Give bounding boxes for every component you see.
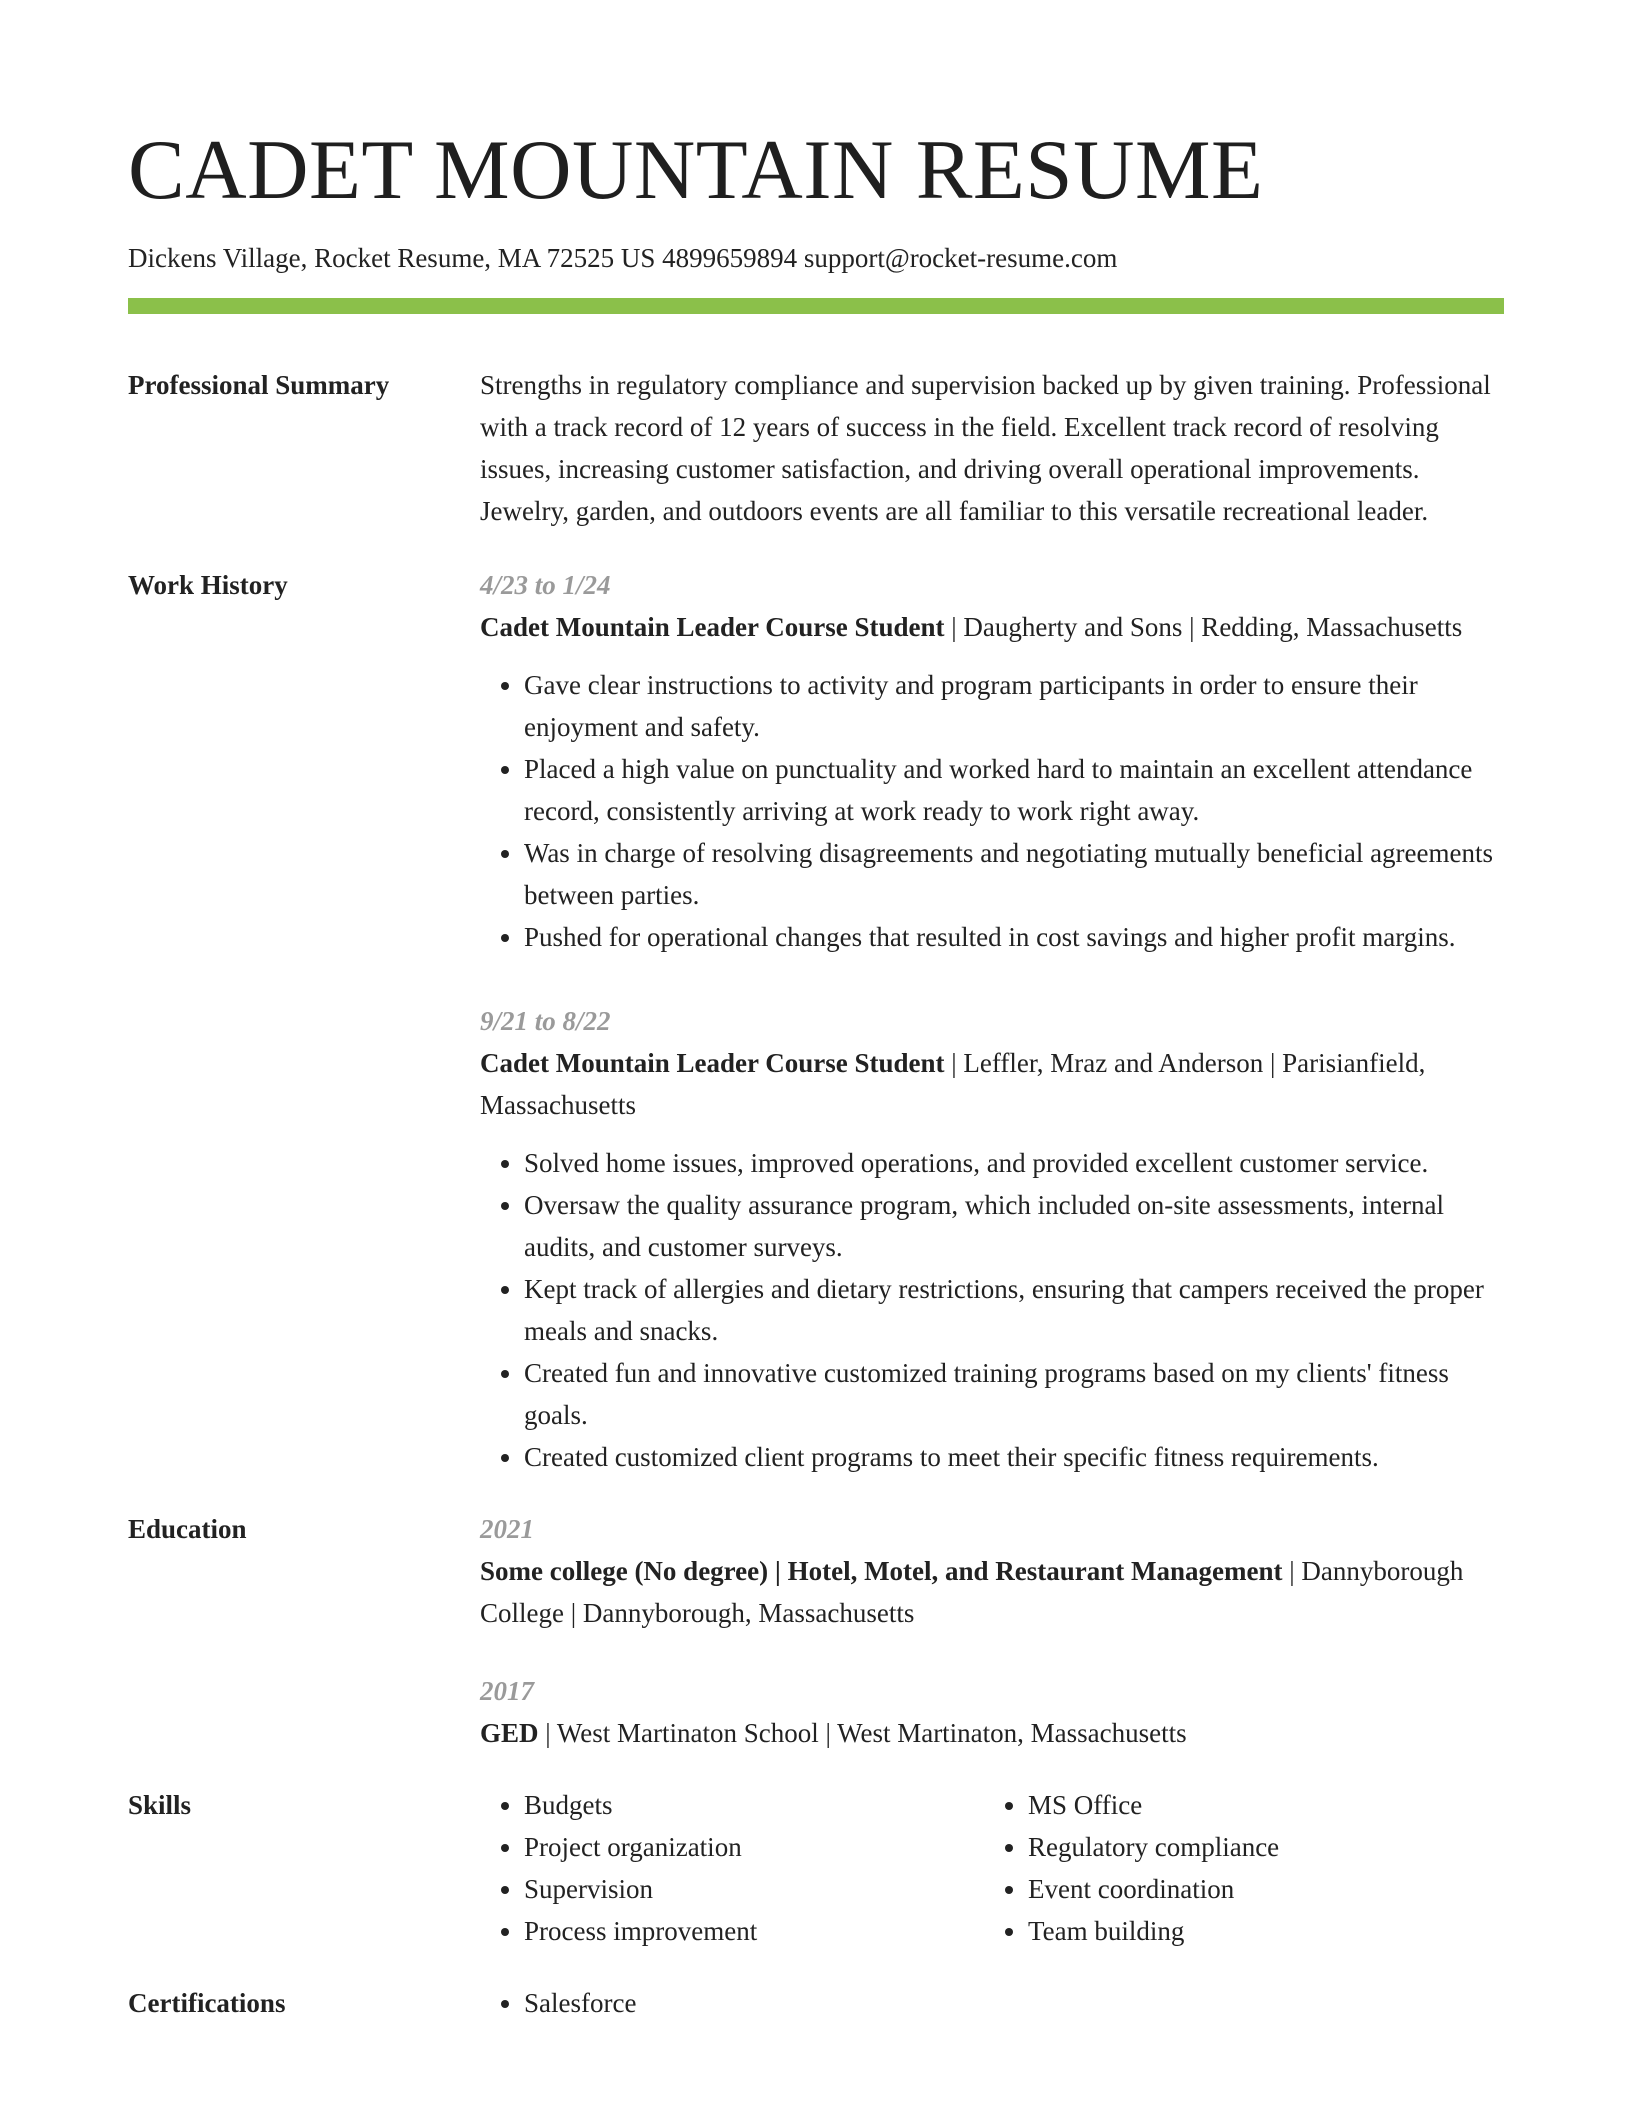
job-title: Cadet Mountain Leader Course Student: [480, 612, 945, 642]
resume-page: [128, 120, 1504, 2024]
education-entry: [480, 1508, 1504, 1634]
skills-section: [128, 1784, 1504, 1952]
list-item: • Project organization: [524, 1826, 984, 1868]
job-title: Cadet Mountain Leader Course Student: [480, 1048, 945, 1078]
work-history-section: [128, 564, 1504, 1478]
skills-column: [984, 1784, 1508, 1952]
job-entry: [480, 564, 1504, 958]
summary-text: Strengths in regulatory compliance and supervision backed up by given training. Professional with a track record of 12 years of success in the field. Excellent track record of resolving issues, increasing customer satisfaction, and driving overall operational improvements. Jewelry, garden, and outdoors events are all familiar to this versatile recreational leader.: [480, 370, 1491, 526]
header-divider: [128, 298, 1504, 314]
education-school: | Dannyborough College | Dannyborough, Massachusetts: [480, 1556, 1464, 1628]
list-item: • Budgets: [524, 1784, 984, 1826]
contact-line: Dickens Village, Rocket Resume, MA 72525 US 4899659894 support@rocket-resume.com: [128, 243, 1118, 273]
list-item: • Supervision: [524, 1868, 984, 1910]
list-item: • Placed a high value on punctuality and worked hard to maintain an excellent attendance record, consistently arriving at work ready to work right away.: [524, 748, 1504, 832]
certifications-list: [480, 1982, 984, 2024]
list-item: • Solved home issues, improved operations, and provided excellent customer service.: [524, 1142, 1504, 1184]
job-employer: | Leffler, Mraz and Anderson | Parisianfield, Massachusetts: [480, 1048, 1426, 1120]
section-heading: Skills: [128, 1790, 192, 1820]
job-header: [480, 606, 1504, 648]
list-item: • Salesforce: [524, 1982, 984, 2024]
job-duties: [480, 1142, 1504, 1478]
job-dates: 4/23 to 1/24: [480, 570, 611, 600]
section-heading: Certifications: [128, 1988, 286, 2018]
professional-summary-section: [128, 364, 1504, 532]
skills-column: [480, 1784, 984, 1952]
list-item: • Gave clear instructions to activity and program participants in order to ensure their enjoyment and safety.: [524, 664, 1504, 748]
education-school: | West Martinaton School | West Martinaton, Massachusetts: [538, 1718, 1187, 1748]
list-item: • Created customized client programs to meet their specific fitness requirements.: [524, 1436, 1504, 1478]
resume-title: CADET MOUNTAIN RESUME: [128, 123, 1264, 217]
list-item: • Regulatory compliance: [1028, 1826, 1508, 1868]
education-entry: [480, 1670, 1504, 1754]
list-item: • Created fun and innovative customized training programs based on my clients' fitness goals.: [524, 1352, 1504, 1436]
list-item: • Process improvement: [524, 1910, 984, 1952]
list-item: • Team building: [1028, 1910, 1508, 1952]
list-item: • Kept track of allergies and dietary restrictions, ensuring that campers received the proper meals and snacks.: [524, 1268, 1504, 1352]
job-entry: [480, 1000, 1504, 1478]
list-item: • Was in charge of resolving disagreements and negotiating mutually beneficial agreements between parties.: [524, 832, 1504, 916]
education-year: 2017: [480, 1676, 534, 1706]
education-degree: Some college (No degree) | Hotel, Motel, and Restaurant Management: [480, 1556, 1283, 1586]
job-duties: [480, 664, 1504, 958]
certifications-section: [128, 1982, 1504, 2024]
education-section: [128, 1508, 1504, 1754]
list-item: • Oversaw the quality assurance program, which included on-site assessments, internal audits, and customer surveys.: [524, 1184, 1504, 1268]
education-year: 2021: [480, 1514, 534, 1544]
job-dates: 9/21 to 8/22: [480, 1006, 611, 1036]
section-heading: Work History: [128, 570, 288, 600]
list-item: • Pushed for operational changes that resulted in cost savings and higher profit margins.: [524, 916, 1504, 958]
job-employer: | Daugherty and Sons | Redding, Massachusetts: [944, 612, 1463, 642]
list-item: • MS Office: [1028, 1784, 1508, 1826]
section-heading: Education: [128, 1514, 247, 1544]
job-header: [480, 1042, 1504, 1126]
education-degree: GED: [480, 1718, 539, 1748]
list-item: • Event coordination: [1028, 1868, 1508, 1910]
section-heading: Professional Summary: [128, 370, 390, 400]
